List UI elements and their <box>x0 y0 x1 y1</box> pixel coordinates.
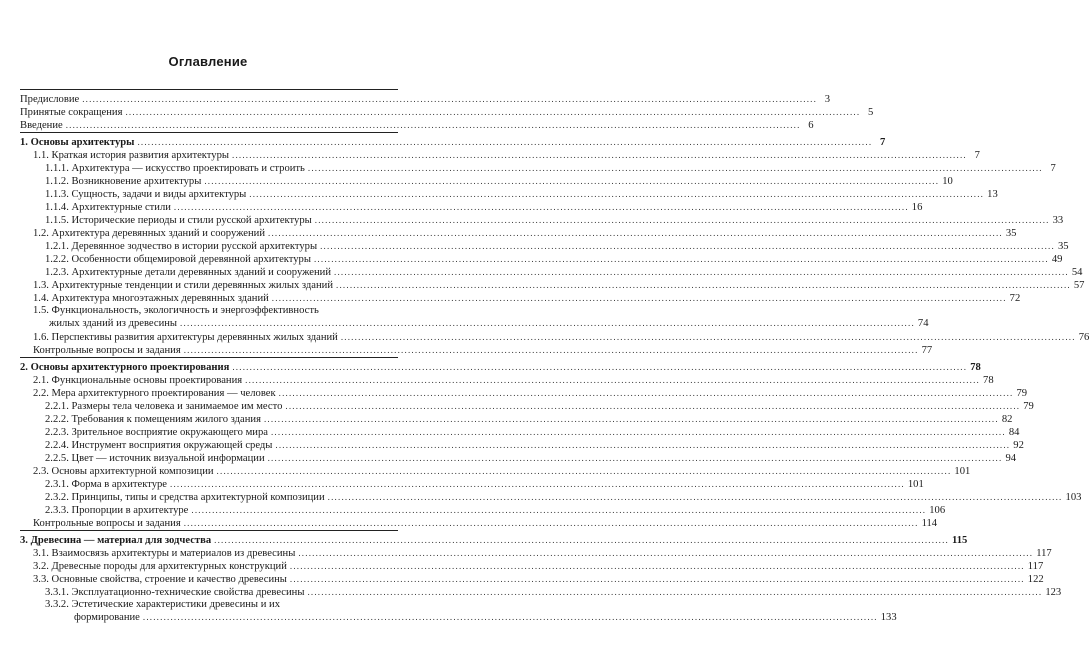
toc-entry <box>20 292 1021 305</box>
toc-page-number: 33 <box>1052 215 1064 226</box>
toc-entry-row <box>33 227 1017 240</box>
toc-entry <box>20 586 1062 599</box>
toc-entry <box>20 478 924 491</box>
toc-entry-title: 2.3.3. Пропорции в архитектуре <box>45 505 189 516</box>
toc-page-number: 114 <box>921 518 938 529</box>
dot-leader <box>184 517 919 529</box>
dot-leader <box>285 400 1020 412</box>
toc-page-number: 101 <box>954 466 971 477</box>
toc-entry <box>20 491 1082 504</box>
section-divider <box>20 530 398 531</box>
toc-entry-title: 1.1. Краткая история развития архитектуры <box>33 150 229 161</box>
toc-entry-row <box>45 214 1064 227</box>
toc-page-number: 7 <box>880 137 886 148</box>
toc-entry-title: 1.1.3. Сущность, задачи и виды архитектуры <box>45 189 247 200</box>
dot-leader <box>264 413 999 425</box>
toc-entry <box>20 560 1044 573</box>
dot-leader <box>204 175 939 187</box>
toc-entry-title: 3.3.2. Эстетические характеристики древесины и их <box>45 599 280 610</box>
toc-entry-title: 1.4. Архитектура многоэтажных деревянных зданий <box>33 293 269 304</box>
toc-page-number: 82 <box>1001 414 1013 425</box>
toc-entry-row <box>45 478 924 491</box>
toc-page-number: 101 <box>907 479 924 490</box>
toc-entry <box>20 93 831 106</box>
toc-entry-title: 2.3.2. Принципы, типы и средства архитектурной композиции <box>45 492 325 503</box>
toc-page-number: 6 <box>808 120 814 131</box>
dot-leader <box>143 611 878 623</box>
toc-entry-row <box>33 560 1044 573</box>
toc-entry-row <box>45 400 1034 413</box>
toc-entry-row <box>33 374 994 387</box>
toc-entry <box>20 361 981 374</box>
toc-entry-row <box>45 201 923 214</box>
toc-entry-title: 3. Древесина — материал для зодчества <box>20 535 212 546</box>
toc-entry <box>20 517 938 530</box>
toc-entry-title: 1.2. Архитектура деревянных зданий и сооружений <box>33 228 266 239</box>
toc-entry-title: 2.2.4. Инструмент восприятия окружающей среды <box>45 440 273 451</box>
toc-entry-title: 1.1.1. Архитектура — искусство проектировать и строить <box>45 163 305 174</box>
toc-entry-title: 2. Основы архитектурного проектирования <box>20 362 230 373</box>
toc-entry <box>20 426 1020 439</box>
dot-leader <box>279 387 1014 399</box>
toc-page-number: 7 <box>974 150 980 161</box>
toc-page-number: 133 <box>880 612 897 623</box>
toc-entry-title: Контрольные вопросы и задания <box>33 345 181 356</box>
toc-entry <box>20 504 946 517</box>
toc-entry <box>20 439 1024 452</box>
dot-leader <box>174 201 909 213</box>
toc-entry <box>20 119 814 132</box>
toc-page-number: 103 <box>1065 492 1082 503</box>
toc-page-number: 78 <box>983 375 994 386</box>
dot-leader <box>170 478 905 490</box>
toc-entry <box>20 331 1089 344</box>
toc-entry <box>20 344 933 357</box>
toc-entry-row <box>45 175 953 188</box>
toc-page-number: 79 <box>1023 401 1034 412</box>
toc-page-number: 92 <box>1013 440 1024 451</box>
toc-page-number: 123 <box>1045 587 1062 598</box>
toc-entry-title: 2.1. Функциональные основы проектирования <box>33 375 243 386</box>
toc-page-number: 77 <box>921 345 933 356</box>
toc-entry <box>20 279 1085 292</box>
toc-entry-row <box>20 361 981 374</box>
dot-leader <box>271 426 1006 438</box>
toc-page-number: 16 <box>911 202 923 213</box>
toc-entry <box>20 106 874 119</box>
toc-entry-row <box>33 279 1085 292</box>
toc-entry <box>20 413 1013 426</box>
dot-leader <box>137 136 872 148</box>
dot-leader <box>214 534 949 546</box>
toc-entry-row <box>20 106 874 119</box>
toc-entry <box>20 266 1083 279</box>
toc-entry <box>20 534 968 547</box>
toc-page-number: 76 <box>1078 332 1089 343</box>
dot-leader <box>308 162 1043 174</box>
dot-leader <box>180 317 915 329</box>
dot-leader <box>66 119 801 131</box>
toc-entry-title: 1.2.1. Деревянное зодчество в истории русской архитектуры <box>45 241 318 252</box>
toc-page-number: 10 <box>942 176 953 187</box>
toc-page-number: 94 <box>1005 453 1017 464</box>
dot-leader <box>290 573 1025 585</box>
toc-page-number: 79 <box>1016 388 1028 399</box>
toc-page-number: 49 <box>1051 254 1063 265</box>
toc-entry <box>20 573 1044 586</box>
toc-entry <box>20 452 1017 465</box>
toc-page-number: 35 <box>1057 241 1069 252</box>
toc-entry-row <box>33 465 971 478</box>
toc-entry-title: 2.2. Мера архитектурного проектирования — человек <box>33 388 276 399</box>
toc-entry-title: 1.1.4. Архитектурные стили <box>45 202 171 213</box>
dot-leader <box>232 149 967 161</box>
dot-leader <box>82 93 817 105</box>
toc-entry-row <box>33 317 929 330</box>
toc-entry-title: Принятые сокращения <box>20 107 123 118</box>
toc-entry-row <box>45 413 1013 426</box>
toc-entry-title-continued: формирование <box>74 612 140 623</box>
dot-leader <box>336 279 1071 291</box>
toc-entry <box>20 214 1064 227</box>
toc-entry <box>20 175 953 188</box>
toc-entry-title: 1. Основы архитектуры <box>20 137 135 148</box>
toc-entry-row <box>45 611 897 624</box>
toc-entry-title: 1.2.2. Особенности общемировой деревянной архитектуры <box>45 254 311 265</box>
toc-page-number: 117 <box>1027 561 1044 572</box>
toc-entry <box>20 465 971 478</box>
section-divider <box>20 357 398 358</box>
dot-leader <box>249 188 984 200</box>
toc-entry-row <box>33 344 933 357</box>
dot-leader <box>320 240 1055 252</box>
toc-entry-title: 2.2.5. Цвет — источник визуальной информации <box>45 453 265 464</box>
toc-page-number: 54 <box>1071 267 1083 278</box>
toc-entry-row <box>45 504 946 517</box>
dot-leader <box>275 439 1010 451</box>
toc-page-number: 84 <box>1008 427 1020 438</box>
toc-entry <box>20 162 1056 175</box>
section-divider <box>20 132 398 133</box>
toc-entry-row <box>45 586 1062 599</box>
toc-page-number: 117 <box>1036 548 1052 559</box>
toc-entry <box>20 136 886 149</box>
toc-entry <box>20 387 1028 400</box>
toc-page-number: 78 <box>970 362 981 373</box>
toc-entry-row <box>33 517 938 530</box>
toc-entry-title: 2.3.1. Форма в архитектуре <box>45 479 168 490</box>
toc-entry-row <box>33 292 1021 305</box>
toc-entry-title: 3.2. Древесные породы для архитектурных конструкций <box>33 561 287 572</box>
dot-leader <box>290 560 1025 572</box>
toc-entry <box>20 240 1069 253</box>
section-divider <box>20 89 398 90</box>
dot-leader <box>334 266 1069 278</box>
toc-entry-row <box>20 93 831 106</box>
dot-leader <box>272 292 1007 304</box>
toc-entry-title: 1.5. Функциональность, экологичность и энергоэффективность <box>33 305 319 316</box>
toc-entry-title: 3.3.1. Эксплуатационно-технические свойства древесины <box>45 587 305 598</box>
toc-entry-row <box>20 136 886 149</box>
toc-entry-row <box>45 439 1024 452</box>
toc-entry <box>20 227 1017 240</box>
dot-leader <box>184 344 919 356</box>
toc-page-number: 35 <box>1005 228 1017 239</box>
toc-page-number: 122 <box>1027 574 1044 585</box>
toc-page-number: 13 <box>987 189 998 200</box>
dot-leader <box>268 227 1003 239</box>
toc-entry <box>20 253 1063 266</box>
toc-entry-title: 1.3. Архитектурные тенденции и стили деревянных жилых зданий <box>33 280 334 291</box>
toc-entry <box>20 201 923 214</box>
toc-entry-title: 1.6. Перспективы развития архитектуры деревянных жилых зданий <box>33 332 338 343</box>
toc-page-number: 5 <box>868 107 874 118</box>
toc-page-number: 72 <box>1009 293 1021 304</box>
toc-entry-row <box>45 188 998 201</box>
toc-entry-row <box>45 452 1017 465</box>
toc-entry-row <box>45 266 1083 279</box>
toc-page-number: 74 <box>917 318 929 329</box>
toc-entry-title: 3.1. Взаимосвязь архитектуры и материалов из древесины <box>33 548 296 559</box>
dot-leader <box>307 586 1042 598</box>
toc-entry-row <box>45 162 1056 175</box>
dot-leader <box>314 253 1049 265</box>
toc-entry <box>20 149 980 162</box>
toc-entry-title: Введение <box>20 120 63 131</box>
toc-page-number: 57 <box>1073 280 1085 291</box>
dot-leader <box>217 465 952 477</box>
toc-entry-row <box>45 491 1082 504</box>
toc-entry-title: Контрольные вопросы и задания <box>33 518 181 529</box>
toc-entry-title: 2.2.1. Размеры тела человека и занимаемое им место <box>45 401 283 412</box>
toc-entry <box>20 547 1052 560</box>
dot-leader <box>232 361 967 373</box>
toc-entry-row <box>33 387 1028 400</box>
toc-entry-title: 1.2.3. Архитектурные детали деревянных зданий и сооружений <box>45 267 331 278</box>
toc-entry-title-continued: жилых зданий из древесины <box>49 318 178 329</box>
toc-entry-title: 1.1.2. Возникновение архитектуры <box>45 176 202 187</box>
dot-leader <box>268 452 1003 464</box>
toc-entry <box>20 374 994 387</box>
toc-entry <box>20 400 1034 413</box>
toc-entry-title: 2.2.2. Требования к помещениям жилого здания <box>45 414 261 425</box>
toc-entry <box>20 599 897 624</box>
toc-entry-row <box>45 240 1069 253</box>
toc-entry-title: 1.1.5. Исторические периоды и стили русской архитектуры <box>45 215 312 226</box>
dot-leader <box>315 214 1050 226</box>
toc-entry-title: 2.3. Основы архитектурной композиции <box>33 466 214 477</box>
dot-leader <box>298 547 1033 559</box>
toc-page-number: 106 <box>929 505 946 516</box>
toc-entry-row <box>45 253 1063 266</box>
toc-page-number: 7 <box>1050 163 1056 174</box>
toc-page-number: 115 <box>952 535 968 546</box>
page-title: Оглавление <box>168 54 248 69</box>
dot-leader <box>341 331 1076 343</box>
toc-entry-row <box>20 119 814 132</box>
toc-entry-row <box>33 573 1044 586</box>
toc-entry-title: 3.3. Основные свойства, строение и качество древесины <box>33 574 287 585</box>
toc-entry-row <box>33 331 1089 344</box>
toc-entry-row <box>33 547 1052 560</box>
toc-entry-row <box>20 534 968 547</box>
toc-entry <box>20 188 998 201</box>
toc-page-number: 3 <box>824 94 831 105</box>
dot-leader <box>328 491 1063 503</box>
dot-leader <box>245 374 980 386</box>
dot-leader <box>191 504 926 516</box>
dot-leader <box>125 106 860 118</box>
toc-entry-row <box>45 426 1020 439</box>
toc-entry-title: Предисловие <box>20 94 80 105</box>
toc-entry-row <box>33 149 980 162</box>
toc-entry <box>20 305 929 330</box>
toc-entry-title: 2.2.3. Зрительное восприятие окружающего мира <box>45 427 268 438</box>
